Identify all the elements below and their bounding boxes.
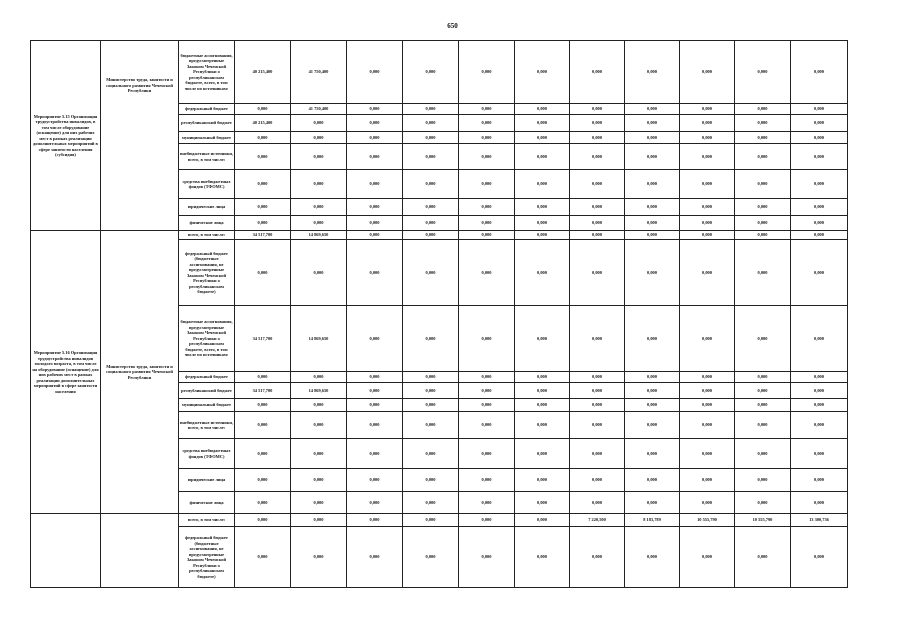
- executor-cell: Министерство труда, занятости и социального развития Чеченской Республики: [101, 231, 179, 514]
- value-cell: 0,000: [459, 199, 515, 216]
- value-cell: 0,000: [515, 469, 570, 492]
- value-cell: 34 517,700: [235, 306, 291, 372]
- value-cell: 0,000: [459, 439, 515, 469]
- value-cell: 0,000: [570, 372, 625, 383]
- value-cell: 0,000: [791, 132, 848, 144]
- value-cell: 0,000: [347, 199, 403, 216]
- value-cell: 0,000: [235, 527, 291, 588]
- value-cell: 0,000: [570, 399, 625, 412]
- value-cell: 0,000: [291, 170, 347, 199]
- value-cell: 0,000: [291, 144, 347, 170]
- value-cell: 0,000: [570, 231, 625, 240]
- value-cell: 0,000: [625, 412, 680, 439]
- value-cell: 0,000: [459, 170, 515, 199]
- value-cell: 0,000: [791, 216, 848, 231]
- value-cell: 0,000: [403, 399, 459, 412]
- value-cell: 0,000: [791, 306, 848, 372]
- value-cell: 0,000: [791, 41, 848, 104]
- value-cell: 0,000: [291, 412, 347, 439]
- value-cell: 0,000: [680, 527, 735, 588]
- value-cell: 14 869,650: [291, 306, 347, 372]
- value-cell: 0,000: [515, 231, 570, 240]
- value-cell: 0,000: [235, 170, 291, 199]
- value-cell: 0,000: [347, 132, 403, 144]
- value-cell: 0,000: [625, 170, 680, 199]
- value-cell: 0,000: [403, 240, 459, 306]
- value-cell: 0,000: [791, 399, 848, 412]
- value-cell: 0,000: [625, 132, 680, 144]
- funding-source-cell: юридические лица: [179, 469, 235, 492]
- value-cell: 0,000: [515, 115, 570, 132]
- value-cell: 0,000: [515, 514, 570, 527]
- value-cell: 0,000: [570, 240, 625, 306]
- value-cell: 0,000: [515, 132, 570, 144]
- value-cell: 0,000: [459, 306, 515, 372]
- value-cell: 0,000: [735, 306, 791, 372]
- value-cell: 0,000: [291, 115, 347, 132]
- value-cell: 0,000: [235, 132, 291, 144]
- value-cell: 0,000: [735, 132, 791, 144]
- funding-source-cell: республиканский бюджет: [179, 383, 235, 399]
- value-cell: 0,000: [570, 132, 625, 144]
- executor-cell: Министерство труда, занятости и социального развития Чеченской Республики: [101, 41, 179, 231]
- value-cell: 0,000: [515, 306, 570, 372]
- value-cell: 0,000: [791, 104, 848, 115]
- value-cell: 0,000: [515, 372, 570, 383]
- value-cell: 0,000: [680, 492, 735, 514]
- table-row: [31, 231, 848, 240]
- value-cell: 0,000: [515, 41, 570, 104]
- value-cell: 0,000: [625, 216, 680, 231]
- funding-source-cell: федеральный бюджет (бюджетные ассигнования, не предусмотренные Законом Чеченской Республики о республиканском бюджете): [179, 240, 235, 306]
- value-cell: 0,000: [291, 240, 347, 306]
- value-cell: 0,000: [347, 231, 403, 240]
- value-cell: 0,000: [515, 412, 570, 439]
- value-cell: 0,000: [459, 115, 515, 132]
- value-cell: 0,000: [347, 383, 403, 399]
- value-cell: 0,000: [347, 144, 403, 170]
- executor-cell: [101, 514, 179, 588]
- value-cell: 0,000: [625, 306, 680, 372]
- value-cell: 0,000: [235, 439, 291, 469]
- value-cell: 0,000: [403, 527, 459, 588]
- value-cell: 0,000: [403, 492, 459, 514]
- value-cell: 0,000: [570, 115, 625, 132]
- value-cell: 0,000: [459, 399, 515, 412]
- value-cell: 0,000: [791, 469, 848, 492]
- value-cell: 0,000: [403, 199, 459, 216]
- value-cell: 0,000: [515, 527, 570, 588]
- value-cell: 0,000: [347, 439, 403, 469]
- value-cell: 0,000: [680, 399, 735, 412]
- value-cell: 0,000: [347, 216, 403, 231]
- value-cell: 0,000: [680, 306, 735, 372]
- value-cell: 10 555,790: [735, 514, 791, 527]
- value-cell: 0,000: [515, 399, 570, 412]
- value-cell: 0,000: [625, 492, 680, 514]
- value-cell: 0,000: [347, 306, 403, 372]
- value-cell: 0,000: [403, 469, 459, 492]
- value-cell: 0,000: [625, 231, 680, 240]
- value-cell: 0,000: [459, 104, 515, 115]
- value-cell: 0,000: [403, 231, 459, 240]
- value-cell: 0,000: [735, 383, 791, 399]
- value-cell: 0,000: [291, 492, 347, 514]
- value-cell: 0,000: [347, 492, 403, 514]
- value-cell: 0,000: [625, 383, 680, 399]
- value-cell: 0,000: [791, 492, 848, 514]
- value-cell: 0,000: [791, 240, 848, 306]
- value-cell: 0,000: [235, 104, 291, 115]
- value-cell: 0,000: [459, 132, 515, 144]
- value-cell: 0,000: [403, 412, 459, 439]
- funding-source-cell: юридические лица: [179, 199, 235, 216]
- value-cell: 0,000: [680, 41, 735, 104]
- value-cell: 0,000: [403, 383, 459, 399]
- table-row: [31, 514, 848, 527]
- value-cell: 0,000: [347, 115, 403, 132]
- funding-source-cell: федеральный бюджет: [179, 104, 235, 115]
- value-cell: 0,000: [680, 115, 735, 132]
- value-cell: 40 215,400: [235, 41, 291, 104]
- value-cell: 0,000: [291, 199, 347, 216]
- funding-source-cell: средства внебюджетных фондов (ТФОМС): [179, 439, 235, 469]
- value-cell: 0,000: [570, 469, 625, 492]
- value-cell: 0,000: [515, 170, 570, 199]
- value-cell: 0,000: [735, 492, 791, 514]
- value-cell: 0,000: [791, 170, 848, 199]
- value-cell: 0,000: [515, 144, 570, 170]
- value-cell: 0,000: [459, 514, 515, 527]
- value-cell: 0,000: [403, 372, 459, 383]
- value-cell: 0,000: [735, 439, 791, 469]
- value-cell: 14 869,650: [291, 383, 347, 399]
- funding-source-cell: республиканский бюджет: [179, 115, 235, 132]
- value-cell: 0,000: [570, 199, 625, 216]
- value-cell: 0,000: [680, 104, 735, 115]
- funding-source-cell: федеральный бюджет: [179, 372, 235, 383]
- value-cell: 0,000: [570, 383, 625, 399]
- budget-table-body: [31, 41, 848, 588]
- value-cell: 0,000: [347, 469, 403, 492]
- funding-source-cell: федеральный бюджет (бюджетные ассигнования, не предусмотренные Законом Чеченской Республики о республиканском бюджете): [179, 527, 235, 588]
- funding-source-cell: муниципальный бюджет: [179, 399, 235, 412]
- value-cell: 0,000: [735, 231, 791, 240]
- value-cell: 0,000: [291, 132, 347, 144]
- value-cell: 0,000: [680, 412, 735, 439]
- value-cell: 34 517,700: [235, 383, 291, 399]
- value-cell: 0,000: [459, 383, 515, 399]
- value-cell: 0,000: [515, 216, 570, 231]
- value-cell: 0,000: [791, 231, 848, 240]
- value-cell: 0,000: [570, 412, 625, 439]
- value-cell: 0,000: [570, 216, 625, 231]
- value-cell: 0,000: [347, 41, 403, 104]
- value-cell: 0,000: [791, 199, 848, 216]
- value-cell: 0,000: [680, 216, 735, 231]
- value-cell: 13 300,736: [791, 514, 848, 527]
- value-cell: 0,000: [791, 412, 848, 439]
- value-cell: 0,000: [735, 527, 791, 588]
- value-cell: 0,000: [680, 469, 735, 492]
- value-cell: 0,000: [791, 372, 848, 383]
- value-cell: 0,000: [347, 170, 403, 199]
- value-cell: 0,000: [235, 412, 291, 439]
- funding-source-cell: бюджетные ассигнования, предусмотренные Законом Чеченской Республики о республиканском бюджете, всего, в том числе по источникам:: [179, 41, 235, 104]
- page-number: 650: [447, 22, 458, 30]
- funding-source-cell: бюджетные ассигнования, предусмотренные Законом Чеченской Республики о республиканском бюджете, всего, в том числе по источникам:: [179, 306, 235, 372]
- value-cell: 34 517,700: [235, 231, 291, 240]
- value-cell: 0,000: [459, 231, 515, 240]
- value-cell: 0,000: [347, 527, 403, 588]
- value-cell: 0,000: [735, 41, 791, 104]
- value-cell: 0,000: [403, 170, 459, 199]
- funding-source-cell: средства внебюджетных фондов (ТФОМС): [179, 170, 235, 199]
- value-cell: 0,000: [791, 144, 848, 170]
- value-cell: 0,000: [570, 41, 625, 104]
- value-cell: 0,000: [625, 104, 680, 115]
- value-cell: 0,000: [570, 527, 625, 588]
- funding-source-cell: всего, в том числе:: [179, 514, 235, 527]
- value-cell: 14 869,650: [291, 231, 347, 240]
- value-cell: 0,000: [735, 170, 791, 199]
- value-cell: 0,000: [291, 399, 347, 412]
- value-cell: 0,000: [570, 439, 625, 469]
- value-cell: 0,000: [403, 439, 459, 469]
- value-cell: 0,000: [735, 216, 791, 231]
- funding-source-cell: физические лица: [179, 492, 235, 514]
- value-cell: 0,000: [735, 115, 791, 132]
- value-cell: 0,000: [403, 104, 459, 115]
- value-cell: 0,000: [459, 492, 515, 514]
- value-cell: 0,000: [625, 469, 680, 492]
- value-cell: 8 183,789: [625, 514, 680, 527]
- value-cell: 0,000: [235, 199, 291, 216]
- value-cell: 0,000: [459, 372, 515, 383]
- value-cell: 0,000: [570, 306, 625, 372]
- value-cell: 0,000: [347, 372, 403, 383]
- value-cell: 41 750,400: [291, 41, 347, 104]
- value-cell: 0,000: [291, 372, 347, 383]
- value-cell: 0,000: [791, 527, 848, 588]
- value-cell: 0,000: [735, 399, 791, 412]
- value-cell: 0,000: [735, 199, 791, 216]
- value-cell: 10 555,790: [680, 514, 735, 527]
- value-cell: 7 220,500: [570, 514, 625, 527]
- value-cell: 0,000: [347, 412, 403, 439]
- value-cell: 0,000: [347, 399, 403, 412]
- value-cell: 0,000: [235, 492, 291, 514]
- value-cell: 0,000: [625, 41, 680, 104]
- value-cell: 0,000: [291, 514, 347, 527]
- value-cell: 0,000: [625, 372, 680, 383]
- value-cell: 40 215,400: [235, 115, 291, 132]
- value-cell: 0,000: [680, 372, 735, 383]
- value-cell: 0,000: [515, 240, 570, 306]
- value-cell: 41 750,400: [291, 104, 347, 115]
- value-cell: 0,000: [235, 216, 291, 231]
- value-cell: 0,000: [570, 170, 625, 199]
- value-cell: 0,000: [791, 439, 848, 469]
- value-cell: 0,000: [735, 372, 791, 383]
- value-cell: 0,000: [403, 216, 459, 231]
- value-cell: 0,000: [347, 104, 403, 115]
- value-cell: 0,000: [403, 306, 459, 372]
- value-cell: 0,000: [459, 527, 515, 588]
- value-cell: 0,000: [570, 492, 625, 514]
- value-cell: 0,000: [735, 240, 791, 306]
- value-cell: 0,000: [515, 383, 570, 399]
- value-cell: 0,000: [625, 240, 680, 306]
- value-cell: 0,000: [735, 412, 791, 439]
- funding-source-cell: всего, в том числе:: [179, 231, 235, 240]
- value-cell: 0,000: [791, 383, 848, 399]
- value-cell: 0,000: [735, 144, 791, 170]
- value-cell: 0,000: [459, 412, 515, 439]
- value-cell: 0,000: [459, 240, 515, 306]
- value-cell: 0,000: [680, 144, 735, 170]
- value-cell: 0,000: [570, 104, 625, 115]
- value-cell: 0,000: [403, 144, 459, 170]
- funding-source-cell: внебюджетные источники, всего, в том числе:: [179, 412, 235, 439]
- value-cell: 0,000: [515, 439, 570, 469]
- value-cell: 0,000: [235, 372, 291, 383]
- value-cell: 0,000: [403, 132, 459, 144]
- value-cell: 0,000: [235, 469, 291, 492]
- value-cell: 0,000: [403, 514, 459, 527]
- value-cell: 0,000: [459, 41, 515, 104]
- value-cell: 0,000: [625, 199, 680, 216]
- value-cell: 0,000: [459, 216, 515, 231]
- value-cell: 0,000: [459, 144, 515, 170]
- value-cell: 0,000: [235, 399, 291, 412]
- value-cell: 0,000: [347, 240, 403, 306]
- value-cell: 0,000: [680, 240, 735, 306]
- funding-source-cell: физические лица: [179, 216, 235, 231]
- value-cell: 0,000: [680, 199, 735, 216]
- value-cell: 0,000: [235, 514, 291, 527]
- value-cell: 0,000: [625, 399, 680, 412]
- measure-name-cell: Мероприятие 5.15 Организация трудоустройства инвалидов, в том числе оборудование (оснащение) для них рабочих мест в рамках реализации дополнительных мероприятий в сфере занятости населения (субсидия): [31, 41, 101, 231]
- value-cell: 0,000: [680, 170, 735, 199]
- value-cell: 0,000: [791, 115, 848, 132]
- value-cell: 0,000: [235, 144, 291, 170]
- value-cell: 0,000: [235, 240, 291, 306]
- value-cell: 0,000: [570, 144, 625, 170]
- value-cell: 0,000: [680, 231, 735, 240]
- measure-name-cell: Мероприятие 5.16 Организация трудоустройства инвалидов молодого возраста, в том числе на оборудование (оснащение) для них рабочих мест в рамках реализации дополнительных мероприятий в сфере занятости населения: [31, 231, 101, 514]
- value-cell: 0,000: [735, 469, 791, 492]
- value-cell: 0,000: [515, 104, 570, 115]
- value-cell: 0,000: [680, 383, 735, 399]
- value-cell: 0,000: [680, 439, 735, 469]
- value-cell: 0,000: [625, 439, 680, 469]
- value-cell: 0,000: [459, 469, 515, 492]
- value-cell: 0,000: [403, 41, 459, 104]
- value-cell: 0,000: [625, 144, 680, 170]
- table-row: [31, 41, 848, 104]
- funding-source-cell: муниципальный бюджет: [179, 132, 235, 144]
- value-cell: 0,000: [347, 514, 403, 527]
- funding-source-cell: внебюджетные источники, всего, в том числе:: [179, 144, 235, 170]
- value-cell: 0,000: [291, 216, 347, 231]
- measure-name-cell: [31, 514, 101, 588]
- value-cell: 0,000: [291, 469, 347, 492]
- value-cell: 0,000: [515, 199, 570, 216]
- value-cell: 0,000: [625, 527, 680, 588]
- value-cell: 0,000: [291, 527, 347, 588]
- value-cell: 0,000: [291, 439, 347, 469]
- value-cell: 0,000: [515, 492, 570, 514]
- value-cell: 0,000: [625, 115, 680, 132]
- value-cell: 0,000: [403, 115, 459, 132]
- value-cell: 0,000: [735, 104, 791, 115]
- value-cell: 0,000: [680, 132, 735, 144]
- budget-table: [30, 40, 848, 588]
